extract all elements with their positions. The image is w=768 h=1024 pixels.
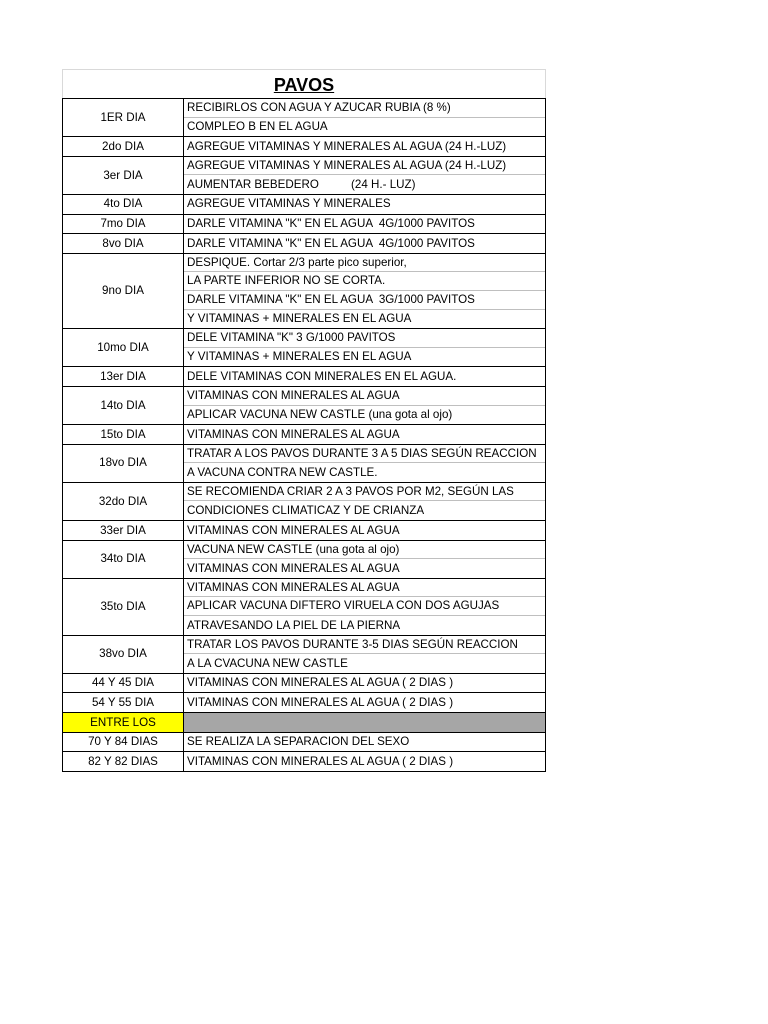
day-cell: 3er DIA — [63, 156, 184, 194]
day-cell: 82 Y 82 DIAS — [63, 752, 184, 772]
instruction-line: AGREGUE VITAMINAS Y MINERALES — [187, 197, 391, 211]
table-row — [63, 693, 546, 713]
instruction-line: VITAMINAS CON MINERALES AL AGUA ( 2 DIAS ) — [187, 676, 454, 690]
day-cell: 18vo DIA — [63, 444, 184, 482]
instruction-line — [184, 713, 545, 732]
table-row — [63, 673, 546, 693]
table-row — [63, 540, 546, 578]
instruction-cell — [184, 194, 546, 214]
day-cell: ENTRE LOS — [63, 713, 184, 733]
page-title: PAVOS — [273, 74, 335, 95]
day-cell: 14to DIA — [63, 386, 184, 424]
day-cell: 44 Y 45 DIA — [63, 673, 184, 693]
instruction-line: DESPIQUE. Cortar 2/3 parte pico superior, — [184, 254, 545, 273]
table-row — [63, 732, 546, 752]
table-row — [63, 234, 546, 254]
instruction-cell — [184, 156, 546, 194]
table-row — [63, 425, 546, 445]
instruction-line: SE RECOMIENDA CRIAR 2 A 3 PAVOS POR M2, SEGÚN LAS — [184, 483, 545, 502]
instruction-line: APLICAR VACUNA NEW CASTLE (una gota al ojo) — [187, 408, 453, 421]
instruction-line: DARLE VITAMINA "K" EN EL AGUA 4G/1000 PAVITOS — [187, 236, 475, 250]
table-row — [63, 635, 546, 673]
table-row — [63, 713, 546, 733]
instruction-cell — [184, 713, 546, 733]
table-row — [63, 578, 546, 635]
instruction-line: AGREGUE VITAMINAS Y MINERALES AL AGUA (24 H.-LUZ) — [187, 139, 507, 153]
table-row — [63, 444, 546, 482]
day-cell: 35to DIA — [63, 578, 184, 635]
table-row — [63, 137, 546, 157]
instruction-line: DARLE VITAMINA "K" EN EL AGUA 4G/1000 PAVITOS — [187, 217, 475, 231]
instruction-line: A VACUNA CONTRA NEW CASTLE. — [187, 465, 378, 479]
table-row — [63, 214, 546, 234]
day-cell: 10mo DIA — [63, 329, 184, 367]
table-row — [63, 329, 546, 367]
instruction-line: VITAMINAS CON MINERALES AL AGUA — [184, 579, 545, 598]
day-cell: 38vo DIA — [63, 635, 184, 673]
instruction-cell — [184, 578, 546, 635]
instruction-cell — [184, 253, 546, 328]
schedule-sheet — [62, 69, 546, 772]
instruction-line: VITAMINAS CON MINERALES AL AGUA — [184, 387, 545, 406]
instruction-line: AGREGUE VITAMINAS Y MINERALES AL AGUA (24 H.-LUZ) — [184, 157, 545, 176]
table-row — [63, 99, 546, 137]
instruction-line: RECIBIRLOS CON AGUA Y AZUCAR RUBIA (8 %) — [184, 99, 545, 118]
instruction-line: CONDICIONES CLIMATICAZ Y DE CRIANZA — [187, 503, 425, 517]
instruction-line: A LA CVACUNA NEW CASTLE — [187, 656, 348, 670]
instruction-cell — [184, 635, 546, 673]
schedule-body — [63, 99, 546, 772]
instruction-cell — [184, 234, 546, 254]
instruction-cell — [184, 99, 546, 137]
instruction-cell — [184, 386, 546, 424]
day-cell: 4to DIA — [63, 194, 184, 214]
schedule-table — [62, 98, 546, 772]
table-row — [63, 156, 546, 194]
table-row — [63, 482, 546, 520]
instruction-cell — [184, 540, 546, 578]
instruction-cell — [184, 425, 546, 445]
day-cell: 70 Y 84 DIAS — [63, 732, 184, 752]
instruction-line: VITAMINAS CON MINERALES AL AGUA ( 2 DIAS ) — [187, 695, 454, 709]
table-row — [63, 194, 546, 214]
instruction-line: DELE VITAMINA "K" 3 G/1000 PAVITOS — [184, 329, 545, 348]
instruction-cell — [184, 521, 546, 541]
instruction-line: TRATAR LOS PAVOS DURANTE 3-5 DIAS SEGÚN REACCION — [184, 636, 545, 655]
day-cell: 8vo DIA — [63, 234, 184, 254]
instruction-line: VACUNA NEW CASTLE (una gota al ojo) — [184, 541, 545, 560]
instruction-cell — [184, 137, 546, 157]
day-cell: 15to DIA — [63, 425, 184, 445]
instruction-line: DELE VITAMINAS CON MINERALES EN EL AGUA. — [187, 369, 457, 383]
table-row — [63, 521, 546, 541]
day-cell: 9no DIA — [63, 253, 184, 328]
instruction-line: LA PARTE INFERIOR NO SE CORTA. — [184, 272, 545, 291]
day-cell: 34to DIA — [63, 540, 184, 578]
instruction-line: VITAMINAS CON MINERALES AL AGUA — [187, 427, 400, 441]
day-cell: 32do DIA — [63, 482, 184, 520]
instruction-cell — [184, 752, 546, 772]
table-row — [63, 367, 546, 387]
instruction-line: COMPLEO B EN EL AGUA — [187, 120, 328, 134]
instruction-line: TRATAR A LOS PAVOS DURANTE 3 A 5 DIAS SEGÚN REACCION — [184, 445, 545, 464]
table-row — [63, 253, 546, 328]
instruction-cell — [184, 693, 546, 713]
instruction-cell — [184, 673, 546, 693]
table-row — [63, 386, 546, 424]
instruction-line: Y VITAMINAS + MINERALES EN EL AGUA — [187, 350, 412, 364]
instruction-line: DARLE VITAMINA "K" EN EL AGUA 3G/1000 PAVITOS — [184, 291, 545, 310]
day-cell: 2do DIA — [63, 137, 184, 157]
instruction-line: Y VITAMINAS + MINERALES EN EL AGUA — [187, 312, 412, 326]
instruction-line: VITAMINAS CON MINERALES AL AGUA ( 2 DIAS ) — [187, 754, 454, 768]
instruction-line: APLICAR VACUNA DIFTERO VIRUELA CON DOS AGUJAS — [184, 597, 545, 616]
instruction-cell — [184, 367, 546, 387]
table-row — [63, 752, 546, 772]
instruction-line: ATRAVESANDO LA PIEL DE LA PIERNA — [187, 618, 401, 632]
instruction-cell — [184, 444, 546, 482]
day-cell: 1ER DIA — [63, 99, 184, 137]
instruction-line: VITAMINAS CON MINERALES AL AGUA — [187, 561, 400, 575]
instruction-cell — [184, 329, 546, 367]
instruction-line: AUMENTAR BEBEDERO (24 H.- LUZ) — [187, 177, 416, 191]
instruction-line: SE REALIZA LA SEPARACION DEL SEXO — [187, 735, 410, 749]
instruction-cell — [184, 214, 546, 234]
day-cell: 13er DIA — [63, 367, 184, 387]
day-cell: 54 Y 55 DIA — [63, 693, 184, 713]
instruction-cell — [184, 732, 546, 752]
instruction-cell — [184, 482, 546, 520]
title-row — [62, 69, 546, 98]
day-cell: 33er DIA — [63, 521, 184, 541]
day-cell: 7mo DIA — [63, 214, 184, 234]
instruction-line: VITAMINAS CON MINERALES AL AGUA — [187, 523, 400, 537]
